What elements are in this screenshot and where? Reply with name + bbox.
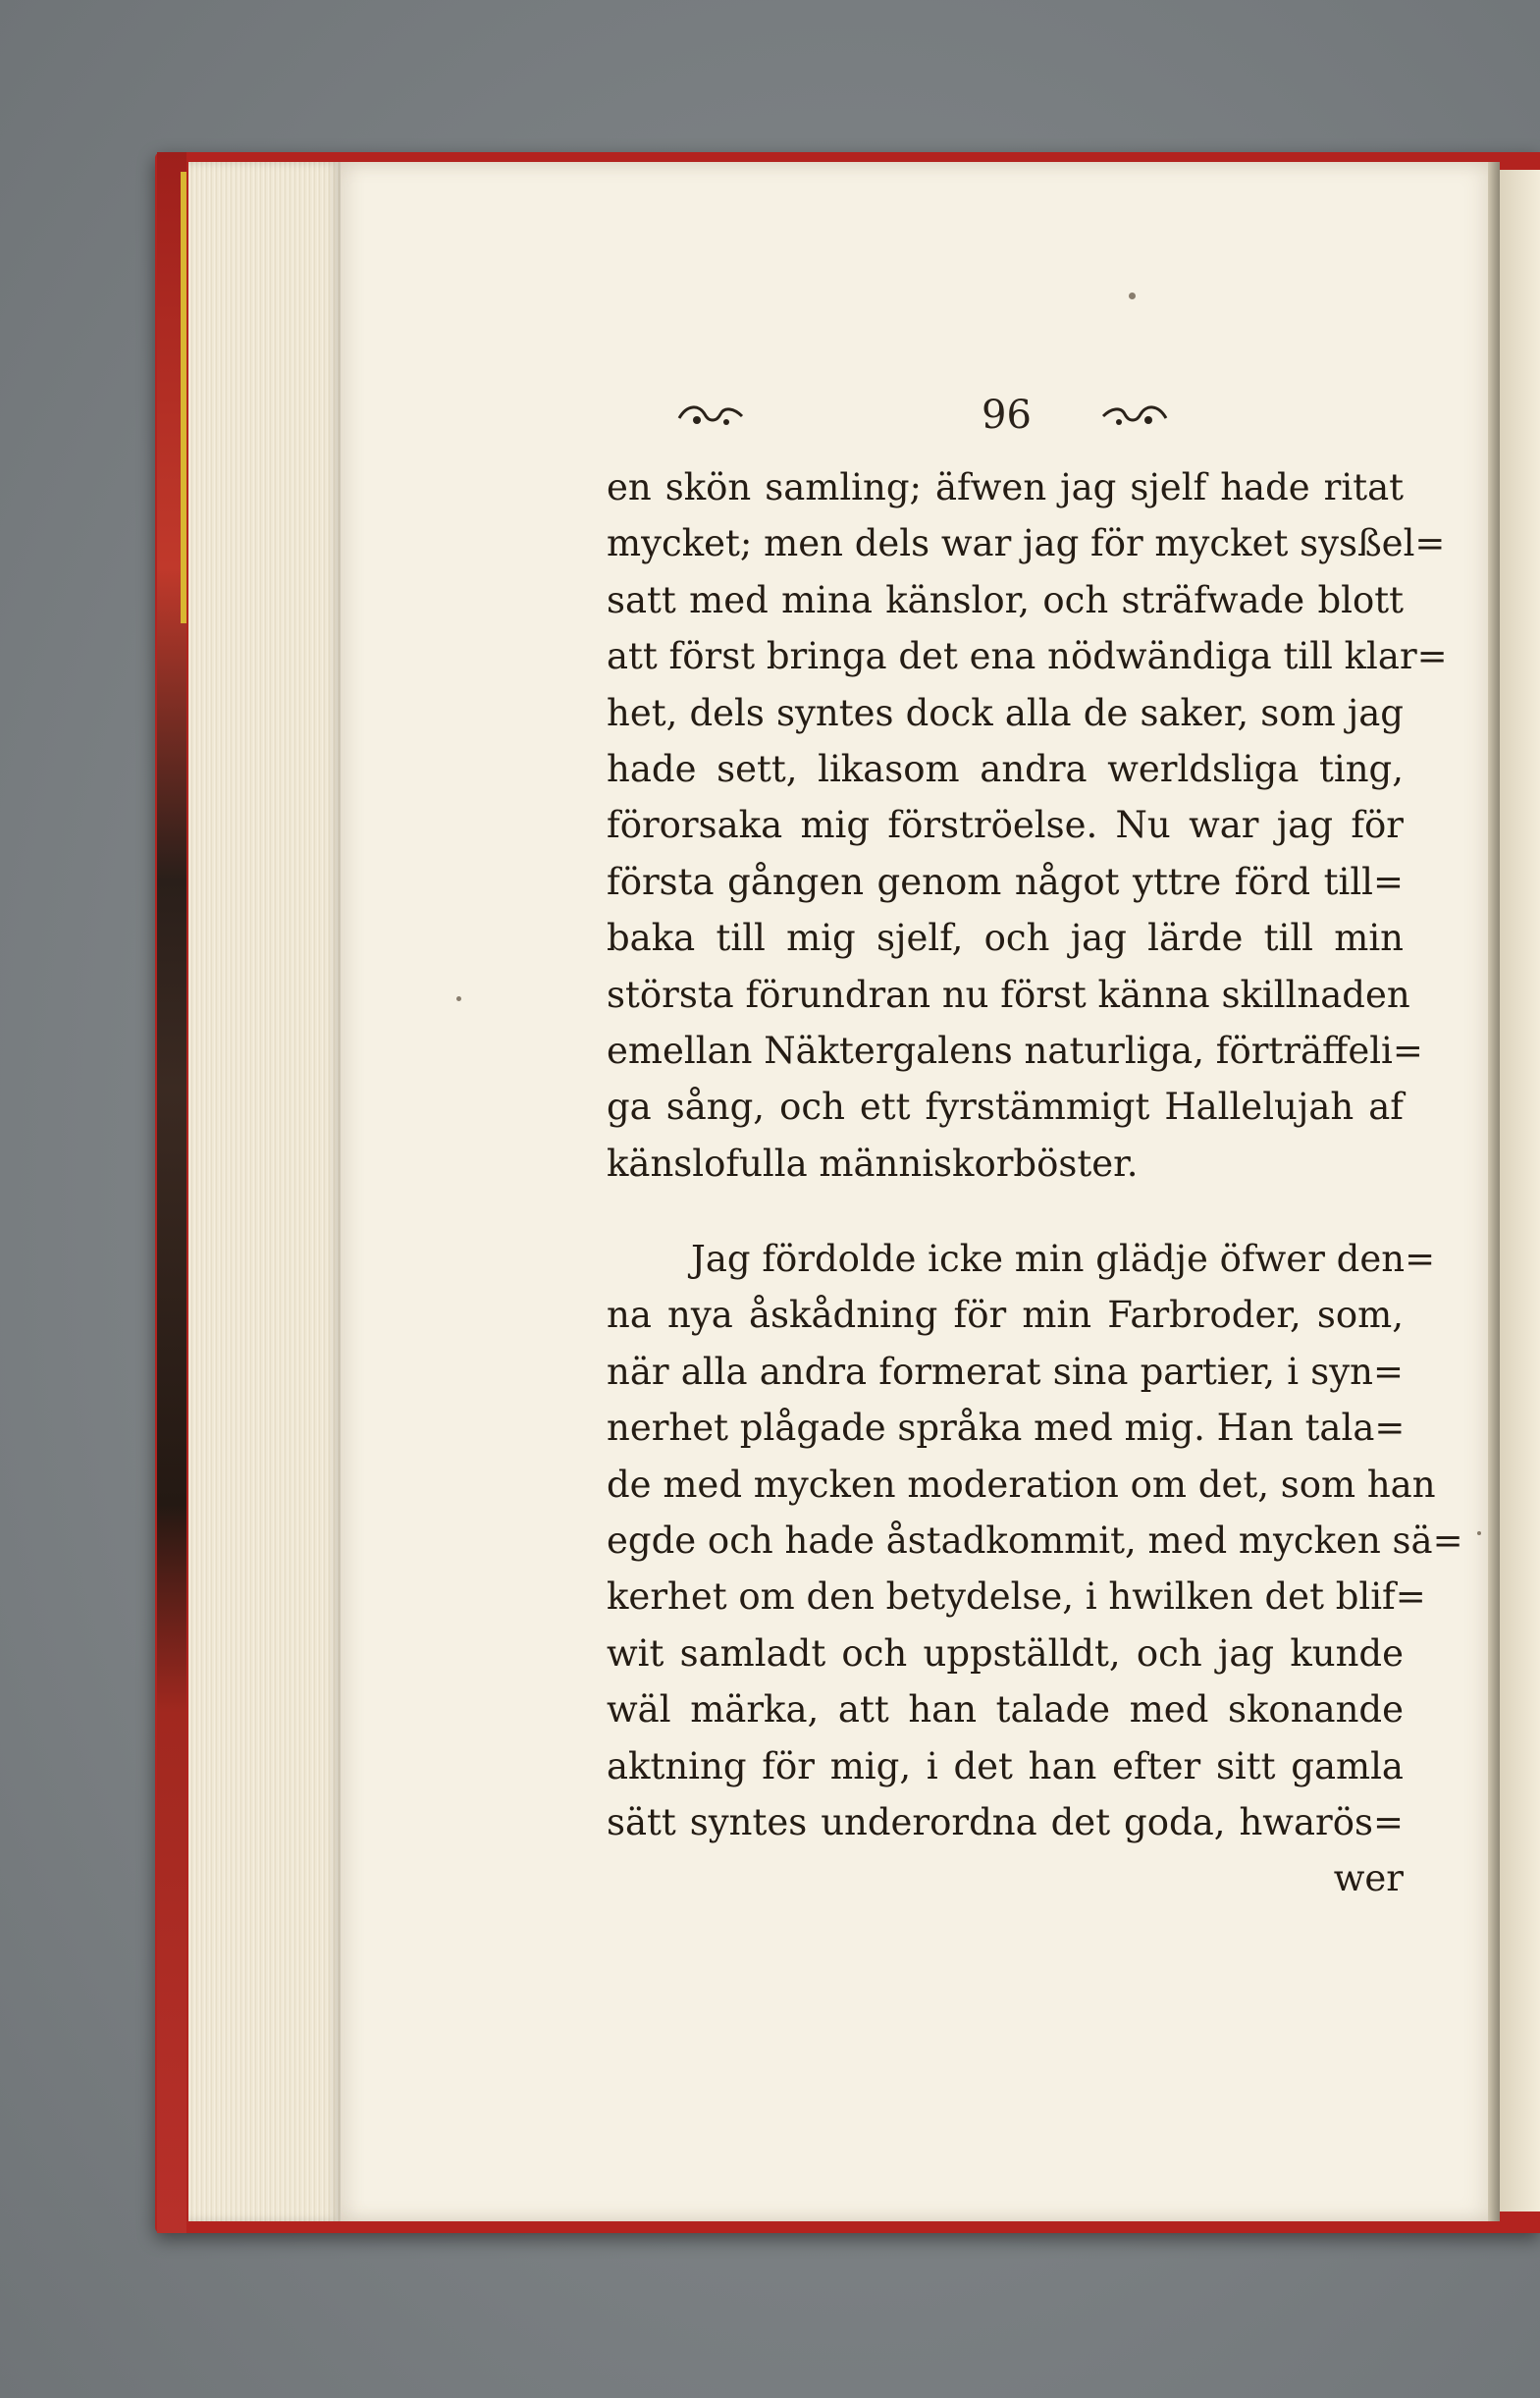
- text-line: emellan Näktergalens naturliga, förträffeli=: [607, 1029, 1423, 1072]
- text-line: att först bringa det ena nödwändiga till klar=: [607, 635, 1448, 678]
- text-line: ga sång, och ett fyrstämmigt Hallelujah af: [607, 1086, 1404, 1129]
- text-line: en skön samling; äfwen jag sjelf hade ritat: [607, 466, 1404, 508]
- paragraph-gap: [607, 1192, 1404, 1231]
- gilt-edge: [181, 172, 186, 623]
- text-line: mycket; men dels war jag för mycket sysßel=: [607, 522, 1446, 565]
- paragraph-1: [607, 459, 1448, 1192]
- page-gutter: [1488, 162, 1500, 2221]
- text-line: kerhet om den betydelse, i hwilken det blif=: [607, 1575, 1426, 1619]
- text-line: de med mycken moderation om det, som han: [607, 1463, 1436, 1506]
- text-line: största förundran nu först känna skillnaden: [607, 973, 1410, 1016]
- text-line: na nya åskådning för min Farbroder, som,: [607, 1294, 1404, 1337]
- text-line: sätt syntes underordna det goda, hwarös=: [607, 1800, 1404, 1843]
- paper-speck: [1129, 293, 1136, 299]
- text-line: känslofulla människorböster.: [607, 1142, 1139, 1185]
- page-edges: [188, 162, 341, 2221]
- page-header: [677, 393, 1188, 452]
- right-ornament-icon: [1099, 400, 1168, 430]
- catchword: wer: [1333, 1857, 1404, 1900]
- text-line: nerhet plågade språka med mig. Han tala=: [607, 1407, 1406, 1450]
- text-line: wit samladt och uppställdt, och jag kunde: [607, 1631, 1404, 1675]
- paper-speck: [456, 996, 461, 1001]
- text-line: första gången genom något yttre förd till=: [607, 860, 1404, 903]
- text-line: förorsaka mig förströelse. Nu war jag för: [607, 804, 1404, 847]
- text-line: Jag fördolde icke min glädje öfwer den=: [691, 1238, 1436, 1281]
- text-line: satt med mina känslor, och sträfwade blott: [607, 578, 1404, 621]
- text-line: när alla andra formerat sina partier, i syn=: [607, 1350, 1404, 1393]
- facing-page-edge: [1500, 170, 1540, 2211]
- text-line: het, dels syntes dock alla de saker, som jag: [607, 691, 1404, 734]
- text-line: wäl märka, att han talade med skonande: [607, 1688, 1404, 1732]
- text-line: baka till mig sjelf, och jag lärde till min: [607, 917, 1404, 960]
- page-text: [607, 459, 1463, 1907]
- text-line: aktning för mig, i det han efter sitt gamla: [607, 1744, 1404, 1787]
- left-ornament-icon: [677, 400, 746, 430]
- paragraph-2: [607, 1231, 1463, 1850]
- text-line: egde och hade åstadkommit, med mycken sä=: [607, 1519, 1463, 1563]
- page-number: 96: [982, 393, 1032, 438]
- paper-speck: [1477, 1531, 1481, 1535]
- text-line: hade sett, likasom andra werldsliga ting,: [607, 747, 1404, 790]
